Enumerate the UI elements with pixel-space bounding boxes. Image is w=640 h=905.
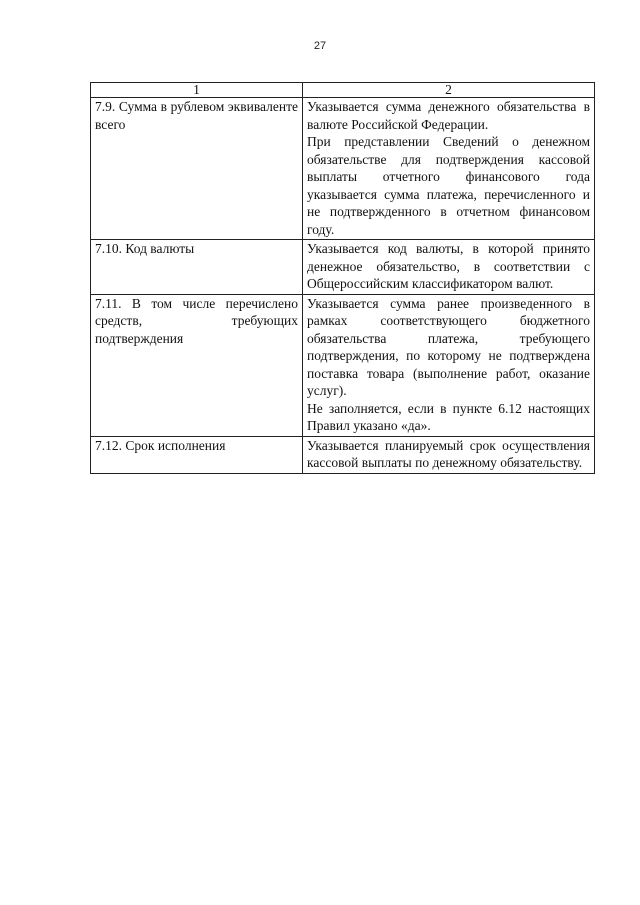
table-row xyxy=(91,294,595,436)
rules-table xyxy=(90,82,595,474)
table-row xyxy=(91,436,595,473)
row-label-7-9: 7.9. Сумма в рублевом эквиваленте всего xyxy=(91,98,303,240)
row-description-7-9 xyxy=(303,98,595,240)
column-header-1: 1 xyxy=(91,83,303,98)
description-paragraph: Указывается код валюты, в которой принято денежное обязательство, в соответствии с Общероссийским классификатором валют. xyxy=(307,241,590,291)
description-paragraph: Указывается планируемый срок осуществления кассовой выплаты по денежному обязательству. xyxy=(307,437,590,470)
table-row xyxy=(91,98,595,240)
description-paragraph: Не заполняется, если в пункте 6.12 настоящих Правил указано «да». xyxy=(307,400,590,433)
table-header-row xyxy=(91,83,595,98)
row-label-7-12: 7.12. Срок исполнения xyxy=(91,436,303,473)
description-paragraph: Указывается сумма ранее произведенного в рамках соответствующего бюджетного обязательства платежа, требующего подтверждения, по которому не подтверждена поставка товара (выполнение работ, оказание услуг). xyxy=(307,295,590,398)
row-description-7-11 xyxy=(303,294,595,436)
column-header-2: 2 xyxy=(303,83,595,98)
page-number: 27 xyxy=(313,40,327,52)
row-label-7-11: 7.11. В том числе перечислено средств, требующих подтверждения xyxy=(91,294,303,436)
description-paragraph: Указывается сумма денежного обязательства в валюте Российской Федерации. xyxy=(307,99,590,132)
table-row xyxy=(91,240,595,295)
description-paragraph: При представлении Сведений о денежном обязательстве для подтверждения кассовой выплаты отчетного финансового года указывается сумма платежа, перечисленного и не подтвержденного в отчетном финансовом году. xyxy=(307,134,590,237)
row-description-7-12 xyxy=(303,436,595,473)
row-description-7-10 xyxy=(303,240,595,295)
row-label-7-10: 7.10. Код валюты xyxy=(91,240,303,295)
